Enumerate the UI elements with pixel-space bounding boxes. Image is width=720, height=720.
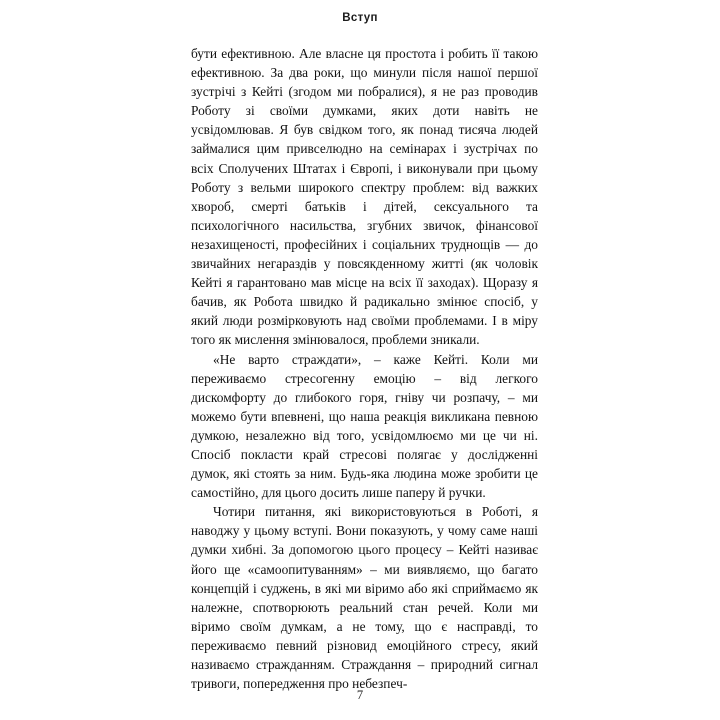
paragraph: бути ефективною. Але власне ця простота і робить її такою ефективною. За два роки, що минули після нашої першої зустрічі з Кейті (згодом ми побралися), я не раз проводив Роботу зі своїми думками, яких доти навіть не усвідомлював. Я був свідком того, як понад тисяча людей займалися цим привселюдно на семінарах і зустрічах по всіх Сполучених Штатах і Європі, і виконували при цьому Роботу з вельми широкого спектру проблем: від важких хвороб, смерті батьків і дітей, сексуального та психологічного насильства, згубних звичок, фінансової незахищеності, професійних і соціальних труднощів — до звичайних негараздів у повсякденному житті (як чоловік Кейті я гарантовано мав місце на всіх її заходах). Щоразу я бачив, як Робота швидко й радикально змінює спосіб, у який люди розмірковують над своїми проблемами. І в міру того як мислення змінювалося, проблеми зникали. [191,46,538,348]
paragraph: «Не варто страждати», – каже Кейті. Коли ми переживаємо стресогенну емоцію – від легкого дискомфорту до глибокого горя, гніву чи розпачу, – ми можемо бути впевнені, що наша реакція викликана певною думкою, незалежно від того, усвідомлюємо ми це чи ні. Спосіб покласти край стресові полягає у дослідженні думок, які стоять за ним. Будь-яка людина може зробити це самостійно, для цього досить лише паперу й ручки. [191,351,538,501]
page-number: 7 [356,688,364,702]
body-text [191,44,538,693]
running-head: Вступ [342,12,378,24]
paragraph: Чотири питання, які використовуються в Роботі, я наводжу у цьому вступі. Вони показують, у чому саме наші думки хибні. За допомогою цього процесу – Кейті називає його ще «самоопитуванням» – ми виявляємо, що багато концепцій і суджень, в які ми віримо або які сприймаємо як належне, спотворюють реальний стан речей. Коли ми віримо своїм думкам, а не тому, що є насправді, то переживаємо певний різновид емоційного стресу, який називаємо стражданням. Страждання – природний сигнал тривоги, попередження про небезпеч- [191,504,538,692]
